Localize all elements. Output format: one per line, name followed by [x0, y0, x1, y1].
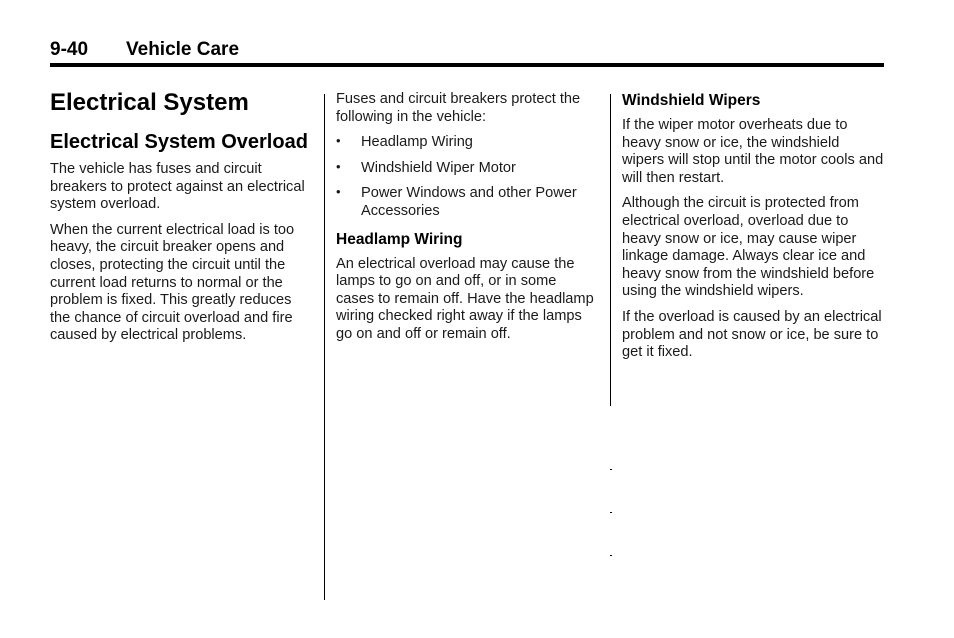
body-paragraph: The vehicle has fuses and circuit breakers to protect against an electrical system overload.: [50, 161, 305, 213]
bullet-icon: •: [336, 184, 341, 200]
list-item-label: Headlamp Wiring: [361, 134, 473, 151]
subsection-title: Electrical System Overload: [50, 131, 308, 153]
list-item: [336, 160, 598, 178]
margin-tick: [610, 512, 612, 513]
column-middle: [336, 91, 598, 352]
page-header: [50, 38, 884, 64]
section-title: Vehicle Care: [126, 39, 240, 60]
body-paragraph: An electrical overload may cause the lamps to go on and off, or in some cases to remain off. Have the headlamp wiring checked right away if the lamps go on and off or remain off.: [336, 255, 594, 342]
column-divider-2: [610, 94, 611, 406]
intro-paragraph: Fuses and circuit breakers protect the following in the vehicle:: [336, 91, 581, 125]
header-rule: [50, 63, 884, 67]
column-divider-1: [324, 94, 325, 600]
list-item-label: Power Windows and other Power Accessories: [361, 185, 577, 219]
list-item: [336, 185, 598, 220]
margin-tick: [610, 469, 612, 470]
page-title: Electrical System: [50, 89, 249, 116]
body-paragraph: If the wiper motor overheats due to heavy snow or ice, the windshield wipers will stop until the motor cools and will then restart.: [622, 117, 884, 186]
body-paragraph: If the overload is caused by an electrical problem and not snow or ice, be sure to get it fixed.: [622, 308, 882, 361]
list-item-label: Windshield Wiper Motor: [361, 159, 516, 176]
column-right: [622, 91, 884, 370]
section-heading: Headlamp Wiring: [336, 230, 463, 248]
protected-items-list: [336, 134, 598, 220]
body-paragraph: When the current electrical load is too heavy, the circuit breaker opens and closes, protecting the circuit until the current load returns to normal or the problem is fixed. This greatly reduces the chance of circuit overload and fire caused by electrical problems.: [50, 221, 295, 344]
margin-tick: [610, 555, 612, 556]
list-item: [336, 134, 598, 152]
body-paragraph: Although the circuit is protected from electrical overload, overload due to heavy snow or ice, may cause wiper linkage damage. Always clear ice and heavy snow from the windshield before using the windshield wipers.: [622, 195, 875, 300]
page-number: 9-40: [50, 39, 89, 60]
section-heading: Windshield Wipers: [622, 92, 761, 109]
column-left: [50, 88, 312, 353]
bullet-icon: •: [336, 133, 341, 149]
bullet-icon: •: [336, 158, 341, 174]
